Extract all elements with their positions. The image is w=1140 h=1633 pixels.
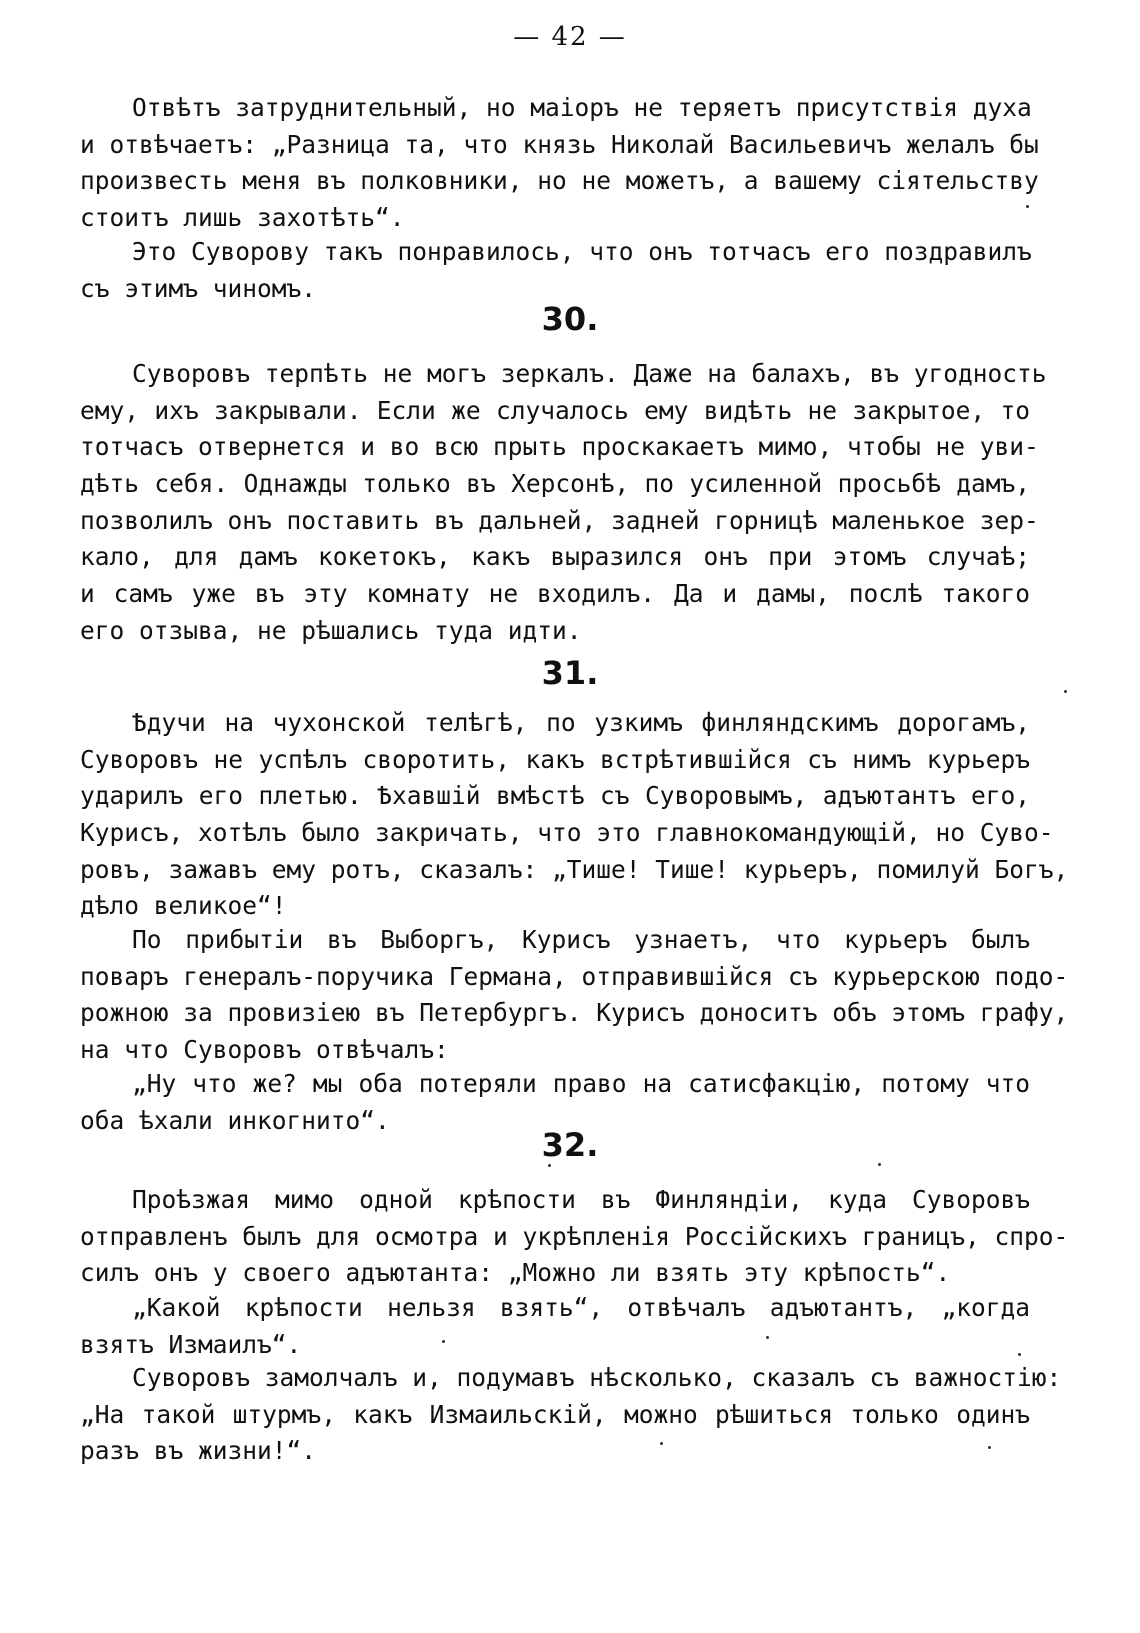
paragraph-3 [80,356,1047,650]
text-line: По прибытіи въ Выборгъ, Курисъ узнаетъ, что курьеръ былъ [132,925,1030,954]
scan-speck [878,1163,881,1166]
text-line: кало, для дамъ кокетокъ, какъ выразился онъ при этомъ случаѣ; [80,542,1030,572]
text-line: дѣло великое“! [80,891,287,921]
paragraph-7 [80,1182,1069,1292]
paragraph-9 [80,1360,1062,1470]
text-line: силъ онъ у своего адъютанта: „Можно ли взять эту крѣпость“. [80,1258,951,1288]
section-heading-30: 30. [541,300,599,338]
text-line: Курисъ, хотѣлъ было закричать, что это главнокомандующій, но Суво- [80,818,1054,848]
text-line: отправленъ былъ для осмотра и укрѣпленія Россійскихъ границъ, спро- [80,1221,1069,1251]
text-line: поваръ генералъ-поручика Германа, отправившійся съ курьерскою подо- [80,961,1069,991]
text-line: съ этимъ чиномъ. [80,273,317,303]
text-line: оба ѣхали инкогнито“. [80,1105,390,1135]
scan-speck [442,1340,445,1343]
text-line: Отвѣтъ затруднительный, но маіоръ не теряетъ присутствія духа [132,93,1032,122]
text-line: Суворовъ не успѣлъ своротить, какъ встрѣтившійся съ нимъ курьеръ [80,744,1030,774]
text-line: разъ въ жизни!“. [80,1436,317,1466]
section-heading-31: 31. [541,654,599,692]
scan-speck [988,1446,991,1449]
text-line: ровъ, зажавъ ему ротъ, сказалъ: „Тише! Тише! курьеръ, помилуй Богъ, [80,854,1069,884]
text-line: „На такой штурмъ, какъ Измаильскій, можно рѣшиться только одинъ [80,1399,1030,1429]
text-line: стоитъ лишь захотѣть“. [80,203,405,233]
text-line: на что Суворовъ отвѣчалъ: [80,1035,449,1065]
paragraph-4 [80,705,1069,925]
text-line: Это Суворову такъ понравилось, что онъ тотчасъ его поздравилъ [132,237,1032,266]
text-line: рожною за провизіею въ Петербургъ. Курисъ доноситъ объ этомъ графу, [80,998,1069,1028]
text-line: позволилъ онъ поставить въ дальней, задней горницѣ маленькое зер- [80,505,1039,535]
text-line: Суворовъ замолчалъ и, подумавъ нѣсколько, сказалъ съ важностію: [132,1363,1062,1392]
scan-speck [548,1164,551,1167]
text-line: и самъ уже въ эту комнату не входилъ. Да и дамы, послѣ такого [80,579,1030,609]
text-line: Проѣзжая мимо одной крѣпости въ Финляндіи, куда Суворовъ [132,1185,1030,1214]
text-line: Ѣдучи на чухонской телѣгѣ, по узкимъ финляндскимъ дорогамъ, [132,708,1030,737]
text-line: его отзыва, не рѣшались туда идти. [80,615,582,645]
scan-speck [1026,205,1029,208]
text-line: дѣть себя. Однажды только въ Херсонѣ, по усиленной просьбѣ дамъ, [80,469,1030,499]
paragraph-1 [80,90,1039,237]
text-line: ударилъ его плетью. Ѣхавшій вмѣстѣ съ Суворовымъ, адъютантъ его, [80,781,1030,811]
text-line: „Ну что же? мы оба потеряли право на сатисфакцію, потому что [132,1069,1030,1098]
section-heading-32: 32. [541,1126,599,1164]
scan-speck [660,1442,663,1445]
text-line: Суворовъ терпѣть не могъ зеркалъ. Даже на балахъ, въ угодность [132,359,1047,388]
paragraph-5 [80,922,1069,1069]
text-line: тотчасъ отвернется и во всю прыть проскакаетъ мимо, чтобы не уви- [80,432,1039,462]
text-line: взятъ Измаилъ“. [80,1329,302,1359]
text-line: ему, ихъ закрывали. Если же случалось ему видѣть не закрытое, то [80,395,1030,425]
scan-speck [1018,1353,1021,1356]
text-line: произвесть меня въ полковники, но не можетъ, а вашему сіятельству [80,166,1039,196]
text-line: и отвѣчаетъ: „Разница та, что князь Николай Васильевичъ желалъ бы [80,129,1039,159]
page-number: — 42 — [513,22,627,52]
paragraph-2 [80,234,1030,307]
scan-speck [766,1336,769,1339]
paragraph-8 [80,1290,1030,1363]
scan-speck [1064,690,1067,693]
text-line: „Какой крѣпости нельзя взять“, отвѣчалъ адъютантъ, „когда [132,1293,1030,1322]
